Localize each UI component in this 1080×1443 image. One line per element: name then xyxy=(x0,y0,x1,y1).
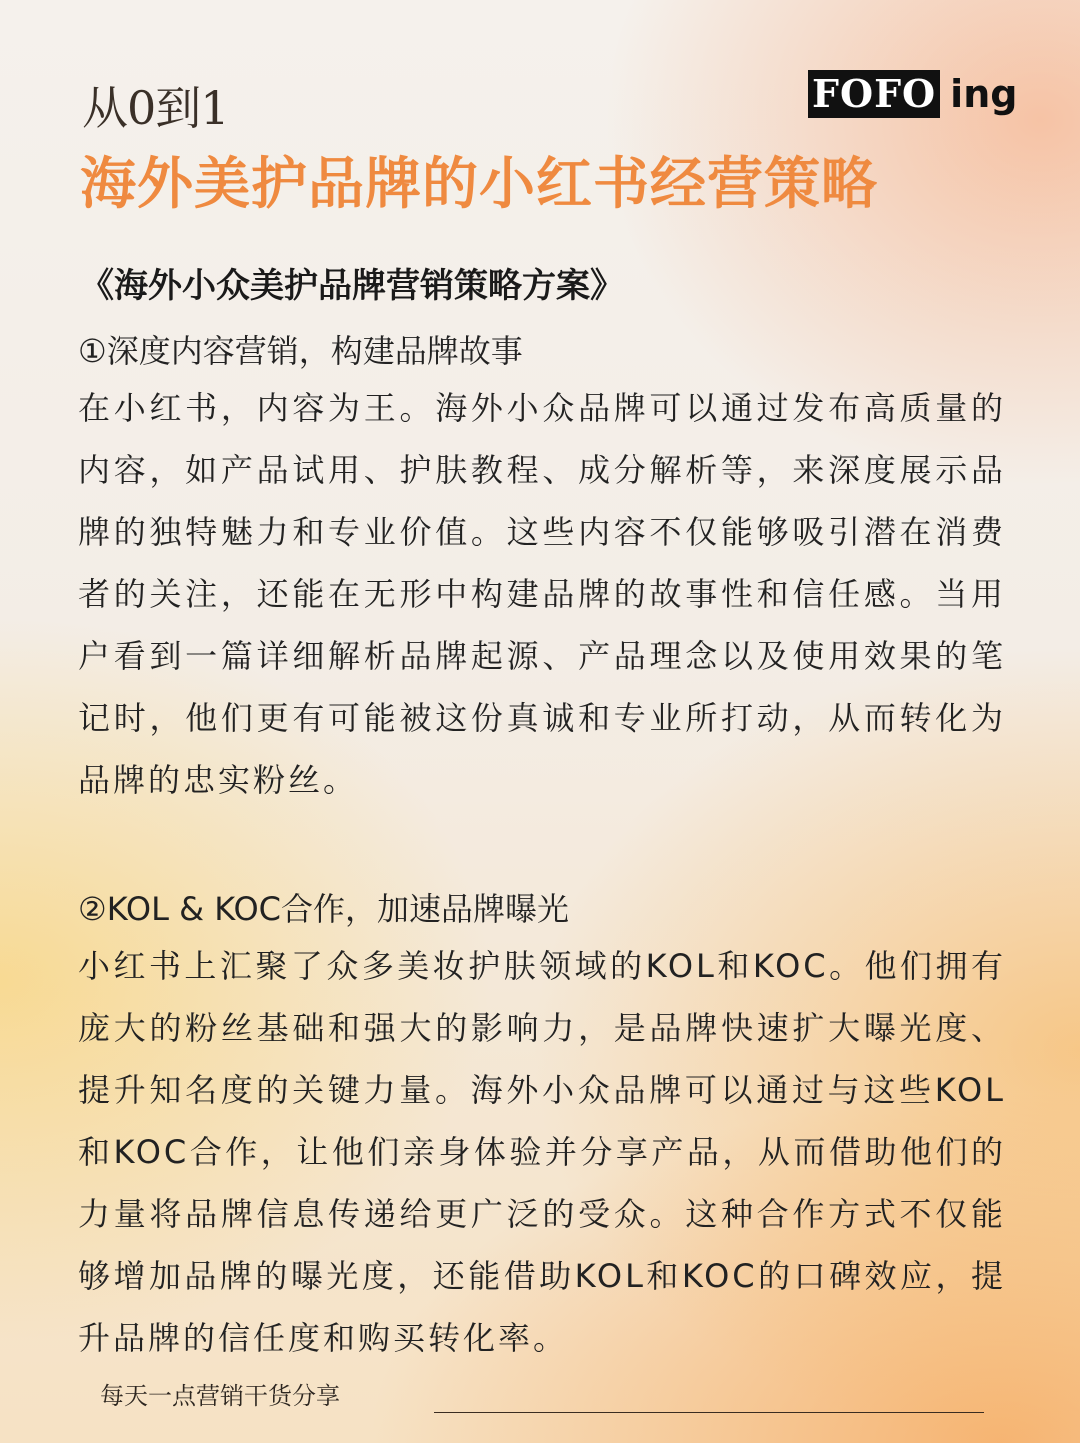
logo-suffix-text: ing xyxy=(950,72,1018,116)
section-2-heading: ②KOL & KOC合作，加速品牌曝光 xyxy=(78,890,570,928)
logo-box-text: FOFO xyxy=(808,70,940,118)
footer-text: 每天一点营销干货分享 xyxy=(100,1382,340,1410)
section-1-body: 在小红书，内容为王。海外小众品牌可以通过发布高质量的内容，如产品试用、护肤教程、成分解析等，来深度展示品牌的独特魅力和专业价值。这些内容不仅能够吸引潜在消费者的关注，还能在无形中构建品牌的故事性和信任感。当用户看到一篇详细解析品牌起源、产品理念以及使用效果的笔记时，他们更有可能被这份真诚和专业所打动，从而转化为品牌的忠实粉丝。 xyxy=(78,389,1006,799)
section-1-heading: ①深度内容营销，构建品牌故事 xyxy=(78,332,523,370)
document-heading: 《海外小众美护品牌营销策略方案》 xyxy=(80,266,624,306)
page-title: 海外美护品牌的小红书经营策略 xyxy=(80,151,878,217)
section-2-body: 小红书上汇聚了众多美妆护肤领域的KOL和KOC。他们拥有庞大的粉丝基础和强大的影响力，是品牌快速扩大曝光度、提升知名度的关键力量。海外小众品牌可以通过与这些KOL和KOC合作，让他们亲身体验并分享产品，从而借助他们的力量将品牌信息传递给更广泛的受众。这种合作方式不仅能够增加品牌的曝光度，还能借助KOL和KOC的口碑效应，提升品牌的信任度和购买转化率。 xyxy=(78,947,1006,1357)
footer-divider xyxy=(434,1412,984,1413)
brand-logo xyxy=(808,70,1017,118)
page-subtitle: 从0到1 xyxy=(82,81,229,135)
